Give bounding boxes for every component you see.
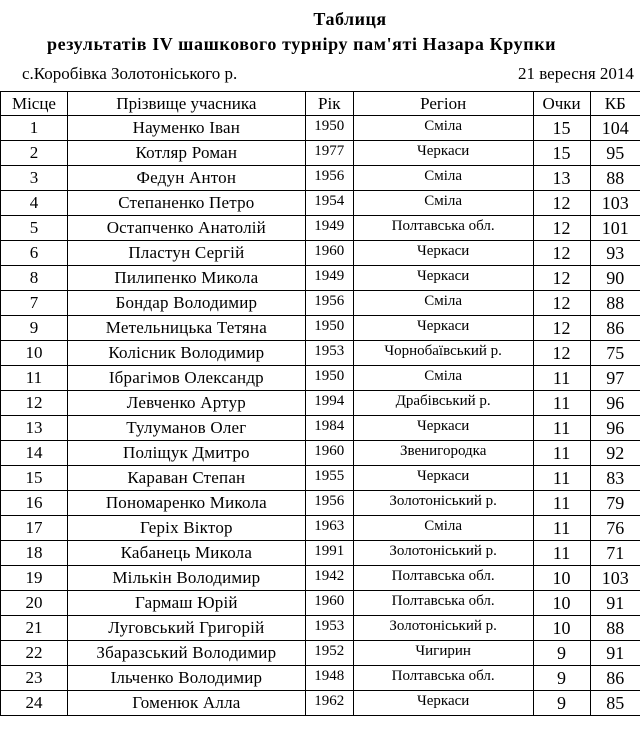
cell-region: Черкаси [353,241,533,266]
cell-region: Полтавська обл. [353,666,533,691]
cell-year: 1984 [305,416,353,441]
cell-name: Поліщук Дмитро [67,441,305,466]
cell-place: 22 [1,641,68,666]
table-row [1,566,640,591]
table-row [1,391,640,416]
cell-points: 11 [533,541,590,566]
cell-year: 1962 [305,691,353,716]
cell-points: 12 [533,291,590,316]
table-row [1,541,640,566]
cell-points: 12 [533,191,590,216]
cell-points: 12 [533,341,590,366]
cell-name: Пластун Сергій [67,241,305,266]
cell-name: Науменко Іван [67,116,305,141]
table-row [1,116,640,141]
cell-kb: 91 [590,641,640,666]
cell-points: 12 [533,316,590,341]
cell-kb: 88 [590,616,640,641]
cell-region: Черкаси [353,691,533,716]
cell-kb: 101 [590,216,640,241]
cell-place: 23 [1,666,68,691]
table-header-row [1,92,640,116]
cell-kb: 85 [590,691,640,716]
cell-kb: 88 [590,291,640,316]
cell-name: Степаненко Петро [67,191,305,216]
cell-kb: 96 [590,416,640,441]
table-row [1,216,640,241]
cell-region: Полтавська обл. [353,216,533,241]
document-title: Таблиця [313,9,387,29]
cell-region: Сміла [353,116,533,141]
tournament-date: 21 вересня 2014 [518,64,634,83]
cell-name: Ібрагімов Олександр [67,366,305,391]
cell-place: 7 [1,291,68,316]
cell-name: Пономаренко Микола [67,491,305,516]
table-row [1,491,640,516]
cell-year: 1950 [305,316,353,341]
cell-name: Геріх Віктор [67,516,305,541]
cell-kb: 75 [590,341,640,366]
cell-year: 1942 [305,566,353,591]
cell-region: Золотоніський р. [353,491,533,516]
table-row [1,141,640,166]
cell-points: 10 [533,616,590,641]
cell-name: Бондар Володимир [67,291,305,316]
cell-kb: 104 [590,116,640,141]
cell-region: Драбівський р. [353,391,533,416]
cell-name: Кабанець Микола [67,541,305,566]
cell-region: Чорнобаївський р. [353,341,533,366]
cell-name: Гармаш Юрій [67,591,305,616]
cell-kb: 86 [590,316,640,341]
table-row [1,666,640,691]
cell-place: 18 [1,541,68,566]
table-row [1,266,640,291]
table-row [1,441,640,466]
cell-place: 5 [1,216,68,241]
table-row [1,591,640,616]
column-header-points: Очки [533,92,590,116]
cell-region: Черкаси [353,416,533,441]
cell-name: Ільченко Володимир [67,666,305,691]
cell-year: 1952 [305,641,353,666]
table-row [1,641,640,666]
cell-place: 16 [1,491,68,516]
cell-region: Полтавська обл. [353,566,533,591]
cell-kb: 93 [590,241,640,266]
cell-points: 9 [533,691,590,716]
cell-place: 14 [1,441,68,466]
cell-place: 20 [1,591,68,616]
cell-points: 11 [533,391,590,416]
cell-year: 1960 [305,441,353,466]
cell-year: 1956 [305,291,353,316]
cell-points: 11 [533,441,590,466]
cell-year: 1960 [305,591,353,616]
cell-kb: 103 [590,566,640,591]
column-header-year: Рік [305,92,353,116]
column-header-region: Регіон [353,92,533,116]
table-row [1,416,640,441]
cell-kb: 95 [590,141,640,166]
cell-name: Пилипенко Микола [67,266,305,291]
cell-year: 1953 [305,341,353,366]
cell-place: 4 [1,191,68,216]
table-row [1,466,640,491]
cell-region: Сміла [353,166,533,191]
tournament-place: с.Коробівка Золотоніського р. [22,64,238,83]
cell-place: 24 [1,691,68,716]
cell-place: 19 [1,566,68,591]
cell-region: Чигирин [353,641,533,666]
cell-year: 1948 [305,666,353,691]
cell-region: Сміла [353,516,533,541]
table-row [1,316,640,341]
table-row [1,241,640,266]
cell-kb: 79 [590,491,640,516]
cell-kb: 86 [590,666,640,691]
column-header-kb: КБ [590,92,640,116]
cell-name: Тулуманов Олег [67,416,305,441]
cell-region: Черкаси [353,141,533,166]
cell-region: Звенигородка [353,441,533,466]
cell-place: 8 [1,266,68,291]
cell-name: Метельницька Тетяна [67,316,305,341]
cell-year: 1956 [305,166,353,191]
cell-kb: 96 [590,391,640,416]
cell-points: 11 [533,466,590,491]
cell-points: 11 [533,366,590,391]
cell-name: Караван Степан [67,466,305,491]
cell-name: Луговський Григорій [67,616,305,641]
cell-place: 1 [1,116,68,141]
cell-year: 1949 [305,266,353,291]
cell-year: 1950 [305,116,353,141]
cell-name: Збаразський Володимир [67,641,305,666]
cell-kb: 92 [590,441,640,466]
cell-place: 9 [1,316,68,341]
table-row [1,691,640,716]
table-row [1,341,640,366]
cell-region: Черкаси [353,466,533,491]
cell-year: 1977 [305,141,353,166]
table-row [1,166,640,191]
document-subtitle: результатів IV шашкового турніру пам'яті Назара Крупки [47,34,557,54]
cell-year: 1954 [305,191,353,216]
cell-place: 3 [1,166,68,191]
column-header-name: Прізвище учасника [67,92,305,116]
cell-region: Сміла [353,291,533,316]
cell-kb: 103 [590,191,640,216]
results-table [0,91,640,716]
cell-place: 11 [1,366,68,391]
cell-name: Гоменюк Алла [67,691,305,716]
cell-year: 1956 [305,491,353,516]
cell-place: 10 [1,341,68,366]
cell-place: 15 [1,466,68,491]
table-row [1,366,640,391]
cell-name: Мількін Володимир [67,566,305,591]
cell-year: 1949 [305,216,353,241]
cell-year: 1994 [305,391,353,416]
cell-name: Колісник Володимир [67,341,305,366]
cell-points: 10 [533,566,590,591]
cell-region: Золотоніський р. [353,616,533,641]
cell-points: 12 [533,216,590,241]
cell-year: 1950 [305,366,353,391]
cell-place: 2 [1,141,68,166]
table-row [1,291,640,316]
cell-points: 11 [533,516,590,541]
cell-points: 11 [533,491,590,516]
cell-points: 12 [533,241,590,266]
cell-points: 11 [533,416,590,441]
cell-kb: 97 [590,366,640,391]
cell-kb: 88 [590,166,640,191]
cell-kb: 76 [590,516,640,541]
cell-kb: 71 [590,541,640,566]
cell-year: 1953 [305,616,353,641]
cell-region: Сміла [353,191,533,216]
cell-kb: 83 [590,466,640,491]
table-row [1,516,640,541]
cell-points: 9 [533,666,590,691]
cell-name: Федун Антон [67,166,305,191]
cell-points: 15 [533,116,590,141]
cell-name: Левченко Артур [67,391,305,416]
cell-region: Полтавська обл. [353,591,533,616]
cell-points: 13 [533,166,590,191]
cell-place: 12 [1,391,68,416]
table-row [1,616,640,641]
cell-place: 21 [1,616,68,641]
cell-region: Золотоніський р. [353,541,533,566]
cell-place: 6 [1,241,68,266]
cell-region: Черкаси [353,266,533,291]
cell-place: 13 [1,416,68,441]
cell-name: Котляр Роман [67,141,305,166]
table-row [1,191,640,216]
cell-year: 1991 [305,541,353,566]
cell-year: 1955 [305,466,353,491]
column-header-place: Місце [1,92,68,116]
cell-points: 15 [533,141,590,166]
cell-kb: 90 [590,266,640,291]
cell-region: Сміла [353,366,533,391]
cell-points: 12 [533,266,590,291]
cell-place: 17 [1,516,68,541]
cell-kb: 91 [590,591,640,616]
cell-year: 1960 [305,241,353,266]
cell-region: Черкаси [353,316,533,341]
cell-year: 1963 [305,516,353,541]
cell-points: 10 [533,591,590,616]
cell-points: 9 [533,641,590,666]
cell-name: Остапченко Анатолій [67,216,305,241]
